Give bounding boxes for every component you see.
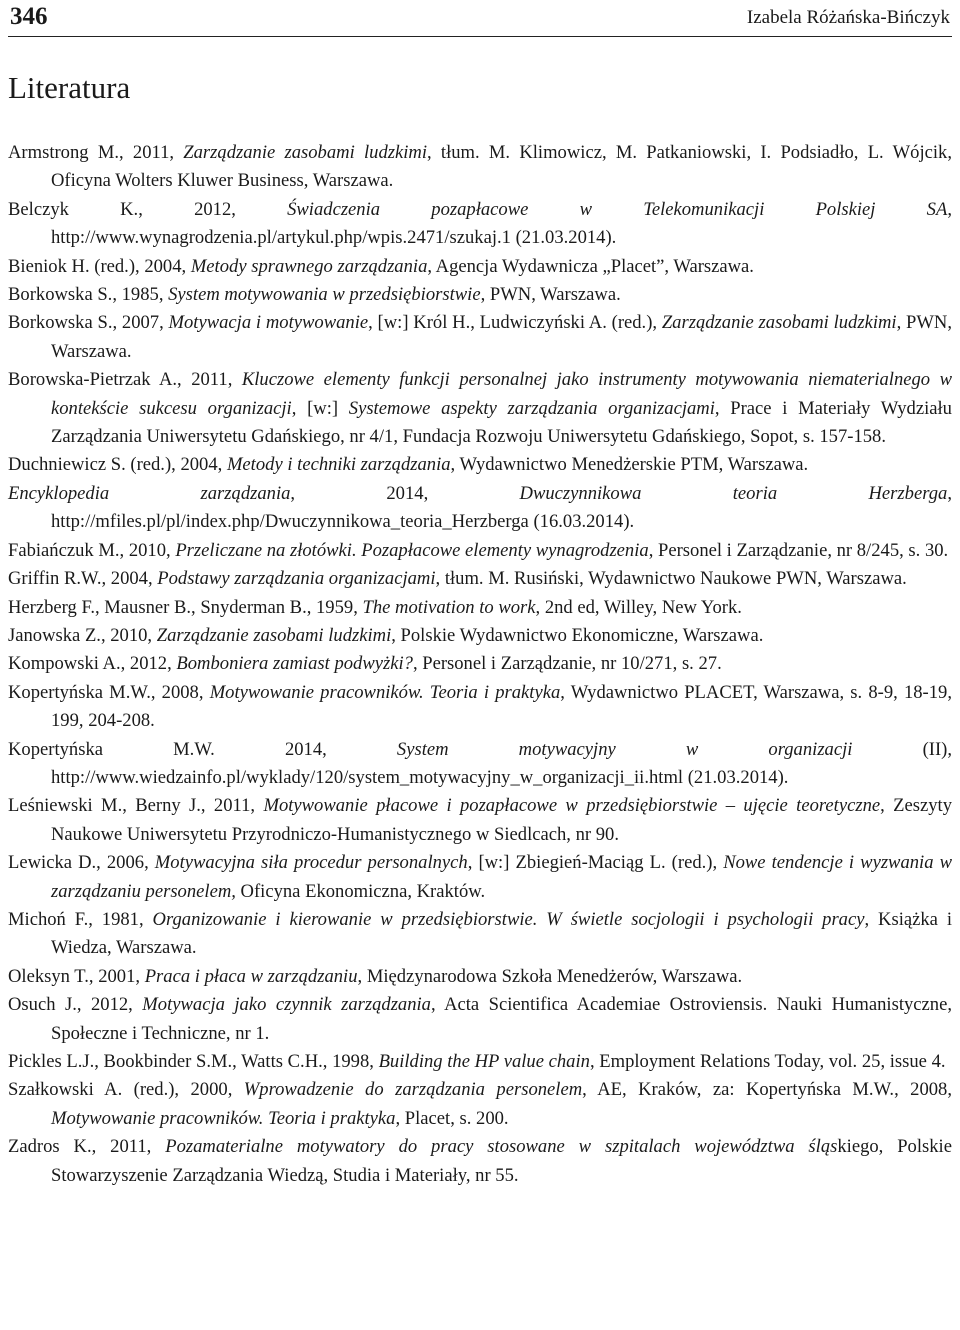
reference-entry	[8, 963, 952, 991]
reference-title-italic: Zarządzanie zasobami ludzkimi	[661, 312, 897, 334]
section-title: Literatura	[8, 70, 131, 105]
reference-text: Herzberg F., Mausner B., Snyderman B., 1959,	[8, 596, 363, 618]
reference-entry	[8, 565, 952, 593]
reference-text: , tłum. M. Rusiński, Wydawnictwo Naukowe PWN, Warszawa.	[435, 568, 907, 590]
reference-text: , AE, Kraków, za: Kopertyńska M.W., 2008,	[582, 1079, 952, 1101]
reference-text: , Prace i Materiały Wydziału Zarządzania Uniwersytetu Gdańskiego, nr 4/1, Fundacja Rozwoju Uniwersytetu Gdańskiego, Sopot, s. 157-158.	[51, 397, 952, 448]
reference-text: Borkowska S., 1985,	[8, 284, 169, 306]
reference-entry	[8, 196, 952, 253]
reference-title-italic: Zarządzanie zasobami ludzkimi	[156, 624, 392, 646]
reference-entry	[8, 594, 952, 622]
reference-text: (II), http://www.wiedzainfo.pl/wyklady/120/system_motywacyjny_w_organizacji_ii.html (21.03.2014).	[51, 738, 952, 788]
reference-text: Kopertyńska M.W. 2014,	[8, 738, 397, 760]
reference-text: Zadros K., 2011,	[8, 1136, 166, 1158]
reference-text: Pickles L.J., Bookbinder S.M., Watts C.H., 1998,	[8, 1051, 379, 1072]
reference-text: Oleksyn T., 2001,	[8, 965, 145, 987]
reference-text: Kompowski A., 2012,	[8, 653, 177, 675]
reference-entry	[8, 253, 952, 281]
reference-entry	[8, 622, 952, 650]
reference-text: , Placet, s. 200.	[395, 1107, 509, 1129]
reference-title-italic: Nowe tendencje i wyzwania w zarządzaniu personelem,	[51, 852, 952, 902]
reference-title-italic: The motivation to work	[362, 596, 536, 618]
reference-text: Fabiańczuk M., 2010,	[8, 539, 176, 561]
reference-text: , PWN, Warszawa.	[480, 284, 621, 306]
reference-title-italic: Motywacja i motywowanie	[168, 312, 369, 334]
reference-text: , Acta Scientifica Academiae Ostroviensis. Nauki Humanistyczne, Społeczne i Techniczne, nr 1.	[51, 994, 952, 1044]
reference-title-italic: Praca i płaca w zarządzaniu	[144, 965, 358, 987]
reference-text: , [w:] Król H., Ludwiczyński A. (red.),	[368, 312, 662, 334]
reference-text: , Personel i Zarządzanie, nr 8/245, s. 30.	[648, 539, 949, 561]
reference-entry	[8, 650, 952, 678]
reference-title-italic: System motywowania w przedsiębiorstwie	[168, 284, 481, 306]
reference-text: Duchniewicz S. (red.), 2004,	[8, 454, 227, 476]
reference-title-italic: Systemowe aspekty zarządzania organizacjami	[348, 397, 715, 419]
reference-title-italic: Kluczowe elementy funkcji personalnej jako instrumenty motywowania niematerialnego w kontekście sukcesu organizacji	[51, 369, 952, 419]
reference-title-italic: Zarządzanie zasobami ludzkimi	[183, 142, 428, 163]
reference-text: Szałkowski A. (red.), 2000,	[8, 1079, 244, 1101]
reference-entry	[8, 480, 952, 537]
reference-title-italic: Building the HP value chain	[378, 1051, 590, 1072]
reference-text: Lewicka D., 2006,	[8, 852, 155, 874]
reference-title-italic: Motywowanie pracowników. Teoria i praktyka	[209, 681, 561, 703]
reference-entry	[8, 281, 952, 309]
reference-text: , http://mfiles.pl/pl/index.php/Dwuczynnikowa_teoria_Herzberga (16.03.2014).	[51, 482, 952, 533]
reference-text: , Employment Relations Today, vol. 25, issue 4.	[589, 1051, 946, 1072]
reference-title-italic: Motywowanie płacowe i pozapłacowe w przedsiębiorstwie – ujęcie teoretyczne	[263, 795, 881, 817]
reference-entry	[8, 849, 952, 906]
reference-title-italic: Metody i techniki zarządzania	[226, 454, 451, 476]
reference-text: , Zeszyty Naukowe Uniwersytetu Przyrodniczo-Humanistycznego w Siedlcach, nr 90.	[51, 795, 952, 845]
reference-text: Kopertyńska M.W., 2008,	[8, 681, 210, 703]
reference-text: Borkowska S., 2007,	[8, 312, 169, 334]
reference-text: kiego, Polskie Stowarzyszenie Zarządzania Wiedzą, Studia i Materiały, nr 55.	[51, 1136, 952, 1186]
reference-title-italic: Wprowadzenie do zarządzania personelem	[243, 1079, 583, 1101]
reference-text: , Książka i Wiedza, Warszawa.	[51, 908, 952, 959]
reference-title-italic: System motywacyjny w organizacji	[396, 738, 853, 760]
reference-title-italic: Metody sprawnego zarządzania	[190, 255, 428, 277]
page-number: 346	[10, 3, 48, 30]
reference-entry	[8, 309, 952, 366]
reference-text: Belczyk K., 2012,	[8, 198, 288, 220]
reference-entry	[8, 139, 952, 196]
reference-text: , Agencja Wydawnicza „Placet”, Warszawa.	[427, 255, 754, 277]
reference-title-italic: Encyklopedia zarządzania	[8, 482, 291, 504]
reference-text: , 2nd ed, Willey, New York.	[535, 596, 742, 618]
reference-entry	[8, 366, 952, 451]
reference-text: , Międzynarodowa Szkoła Menedżerów, Warszawa.	[357, 965, 743, 987]
reference-text: Griffin R.W., 2004,	[8, 568, 158, 590]
reference-title-italic: Pozamaterialne motywatory do pracy stosowane w szpitalach województwa śląs	[165, 1136, 838, 1158]
reference-title-italic: Dwuczynnikowa teoria Herzberga	[519, 482, 948, 504]
reference-list	[8, 139, 952, 1190]
reference-title-italic: Podstawy zarządzania organizacjami	[157, 568, 436, 590]
page-header	[8, 0, 952, 37]
reference-entry	[8, 991, 952, 1048]
reference-title-italic: Przeliczane na złotówki. Pozapłacowe elementy wynagrodzenia	[175, 539, 649, 561]
reference-entry	[8, 906, 952, 963]
reference-text: , [w:] Zbiegień-Maciąg L. (red.),	[467, 852, 724, 874]
reference-title-italic: Motywowanie pracowników. Teoria i praktyka	[51, 1107, 396, 1129]
reference-text: , 2014,	[290, 482, 520, 504]
reference-title-italic: Świadczenia pozapłacowe w Telekomunikacji Polskiej SA	[287, 198, 948, 220]
reference-entry	[8, 792, 952, 849]
reference-entry	[8, 736, 952, 793]
reference-text: Osuch J., 2012,	[8, 994, 143, 1016]
reference-title-italic: Organizowanie i kierowanie w przedsiębiorstwie. W świetle socjologii i psychologii pracy	[152, 908, 865, 930]
reference-text: Oficyna Ekonomiczna, Kraktów.	[235, 880, 486, 902]
reference-text: Borowska-Pietrzak A., 2011,	[8, 369, 242, 391]
reference-title-italic: Bomboniera zamiast podwyżki?	[176, 653, 413, 675]
reference-text: , Wydawnictwo Menedżerskie PTM, Warszawa.	[450, 454, 809, 476]
reference-text: , tłum. M. Klimowicz, M. Patkaniowski, I. Podsiadło, L. Wójcik, Oficyna Wolters Kluwer Business, Warszawa.	[51, 142, 952, 192]
reference-entry	[8, 679, 952, 736]
reference-title-italic: Motywacja jako czynnik zarządzania	[142, 994, 431, 1016]
reference-text: , PWN, Warszawa.	[51, 312, 953, 362]
reference-entry	[8, 1076, 952, 1133]
running-head-author: Izabela Różańska-Bińczyk	[746, 7, 950, 28]
reference-text: Janowska Z., 2010,	[8, 624, 157, 646]
reference-text: Leśniewski M., Berny J., 2011,	[8, 795, 264, 817]
reference-text: Armstrong M., 2011,	[8, 142, 184, 163]
reference-text: Bieniok H. (red.), 2004,	[8, 255, 191, 277]
reference-text: , [w:]	[291, 397, 349, 419]
reference-text: Michoń F., 1981,	[8, 908, 153, 930]
reference-entry	[8, 1048, 952, 1076]
reference-text: , http://www.wynagrodzenia.pl/artykul.php/wpis.2471/szukaj.1 (21.03.2014).	[51, 198, 952, 249]
reference-entry	[8, 451, 952, 479]
reference-title-italic: Motywacyjna siła procedur personalnych	[154, 852, 468, 874]
reference-entry	[8, 1133, 952, 1190]
reference-text: , Personel i Zarządzanie, nr 10/271, s. 27.	[412, 653, 722, 675]
reference-text: , Polskie Wydawnictwo Ekonomiczne, Warszawa.	[391, 624, 764, 646]
reference-entry	[8, 537, 952, 565]
reference-text: , Wydawnictwo PLACET, Warszawa, s. 8-9, 18-19, 199, 204-208.	[51, 681, 952, 732]
